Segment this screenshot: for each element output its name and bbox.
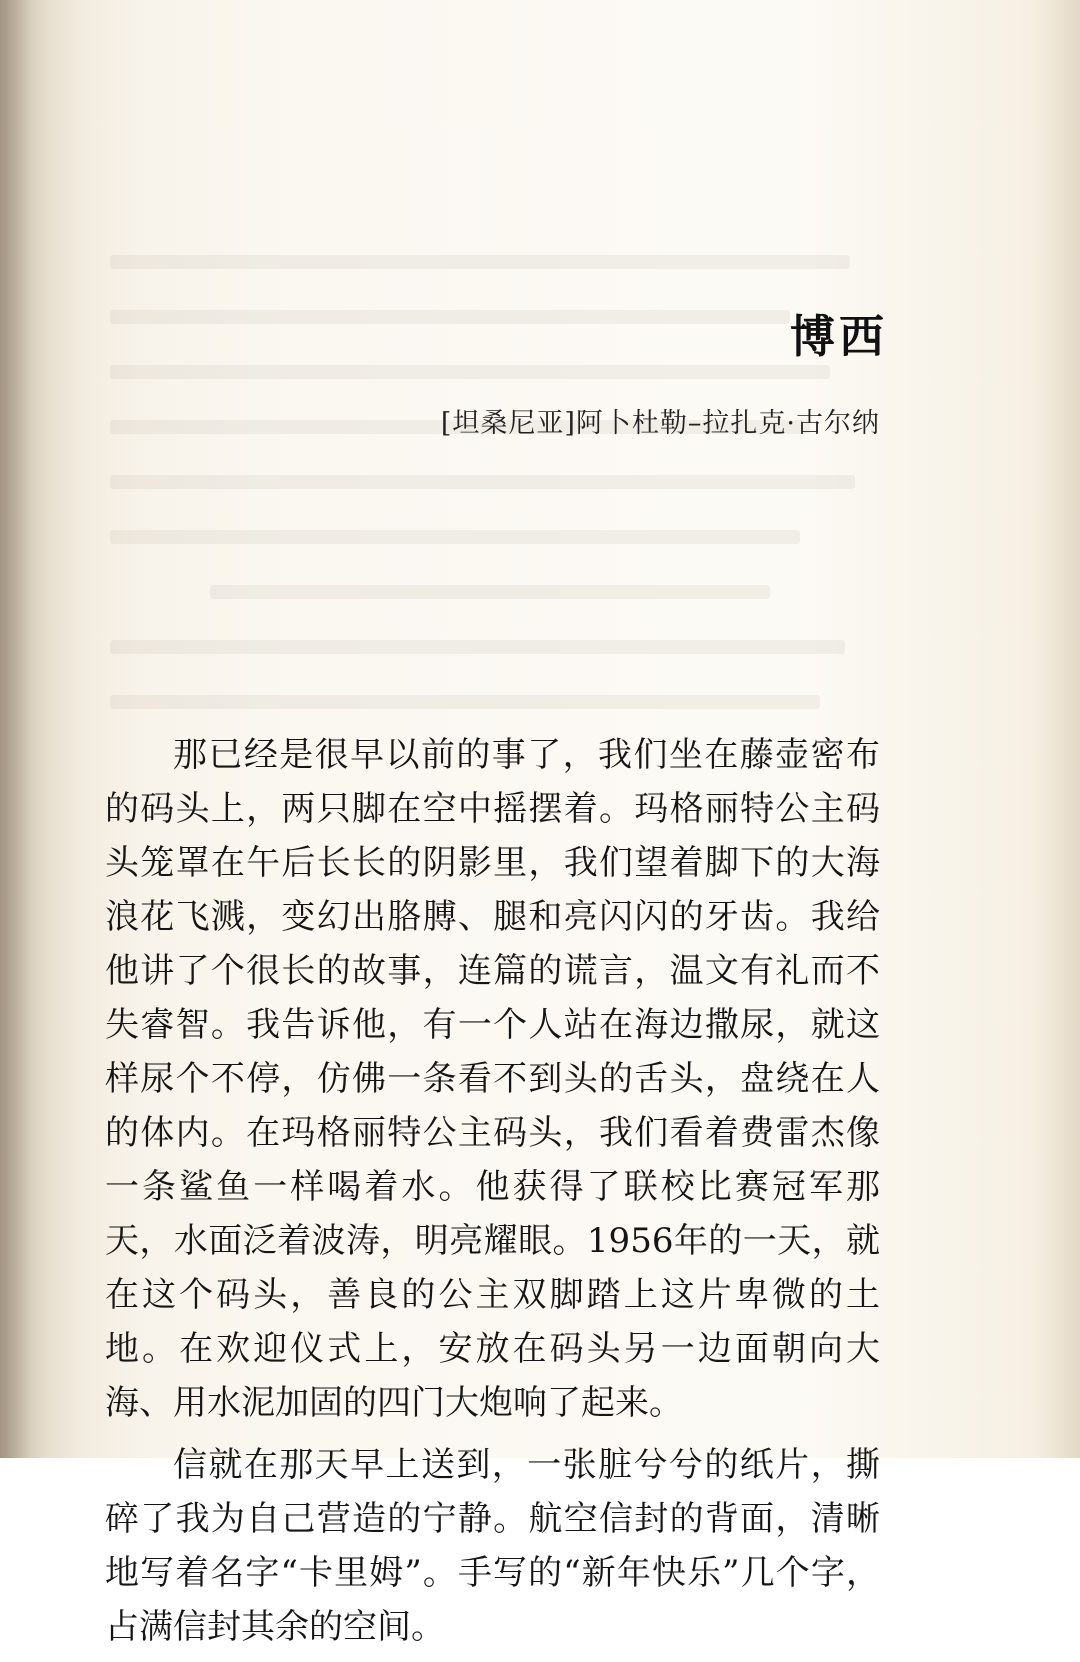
- book-spine-shadow: [0, 0, 30, 1458]
- paragraph: 那已经是很早以前的事了，我们坐在藤壶密布的码头上，两只脚在空中摇摆着。玛格丽特公主码头笼罩在午后长长的阴影里，我们望着脚下的大海浪花飞溅，变幻出胳膊、腿和亮闪闪的牙齿。我给他讲了个很长的故事，连篇的谎言，温文有礼而不失睿智。我告诉他，有一个人站在海边撒尿，就这样尿个不停，仿佛一条看不到头的舌头，盘绕在人的体内。在玛格丽特公主码头，我们看着费雷杰像一条鲨鱼一样喝着水。他获得了联校比赛冠军那天，水面泛着波涛，明亮耀眼。1956年的一天，就在这个码头，善良的公主双脚踏上这片卑微的土地。在欢迎仪式上，安放在码头另一边面朝向大海、用水泥加固的四门大炮响了起来。: [105, 735, 880, 1423]
- bleed-through-text: [110, 255, 870, 715]
- article-title: 博西: [790, 310, 889, 363]
- article-author: [坦桑尼亚]阿卜杜勒–拉扎克·古尔纳: [440, 408, 880, 439]
- paragraph: 信就在那天早上送到，一张脏兮兮的纸片，撕碎了我为自己营造的宁静。航空信封的背面，清晰地写着名字“卡里姆”。手写的“新年快乐”几个字，占满信封其余的空间。: [105, 1445, 880, 1647]
- article-body: [105, 728, 880, 1662]
